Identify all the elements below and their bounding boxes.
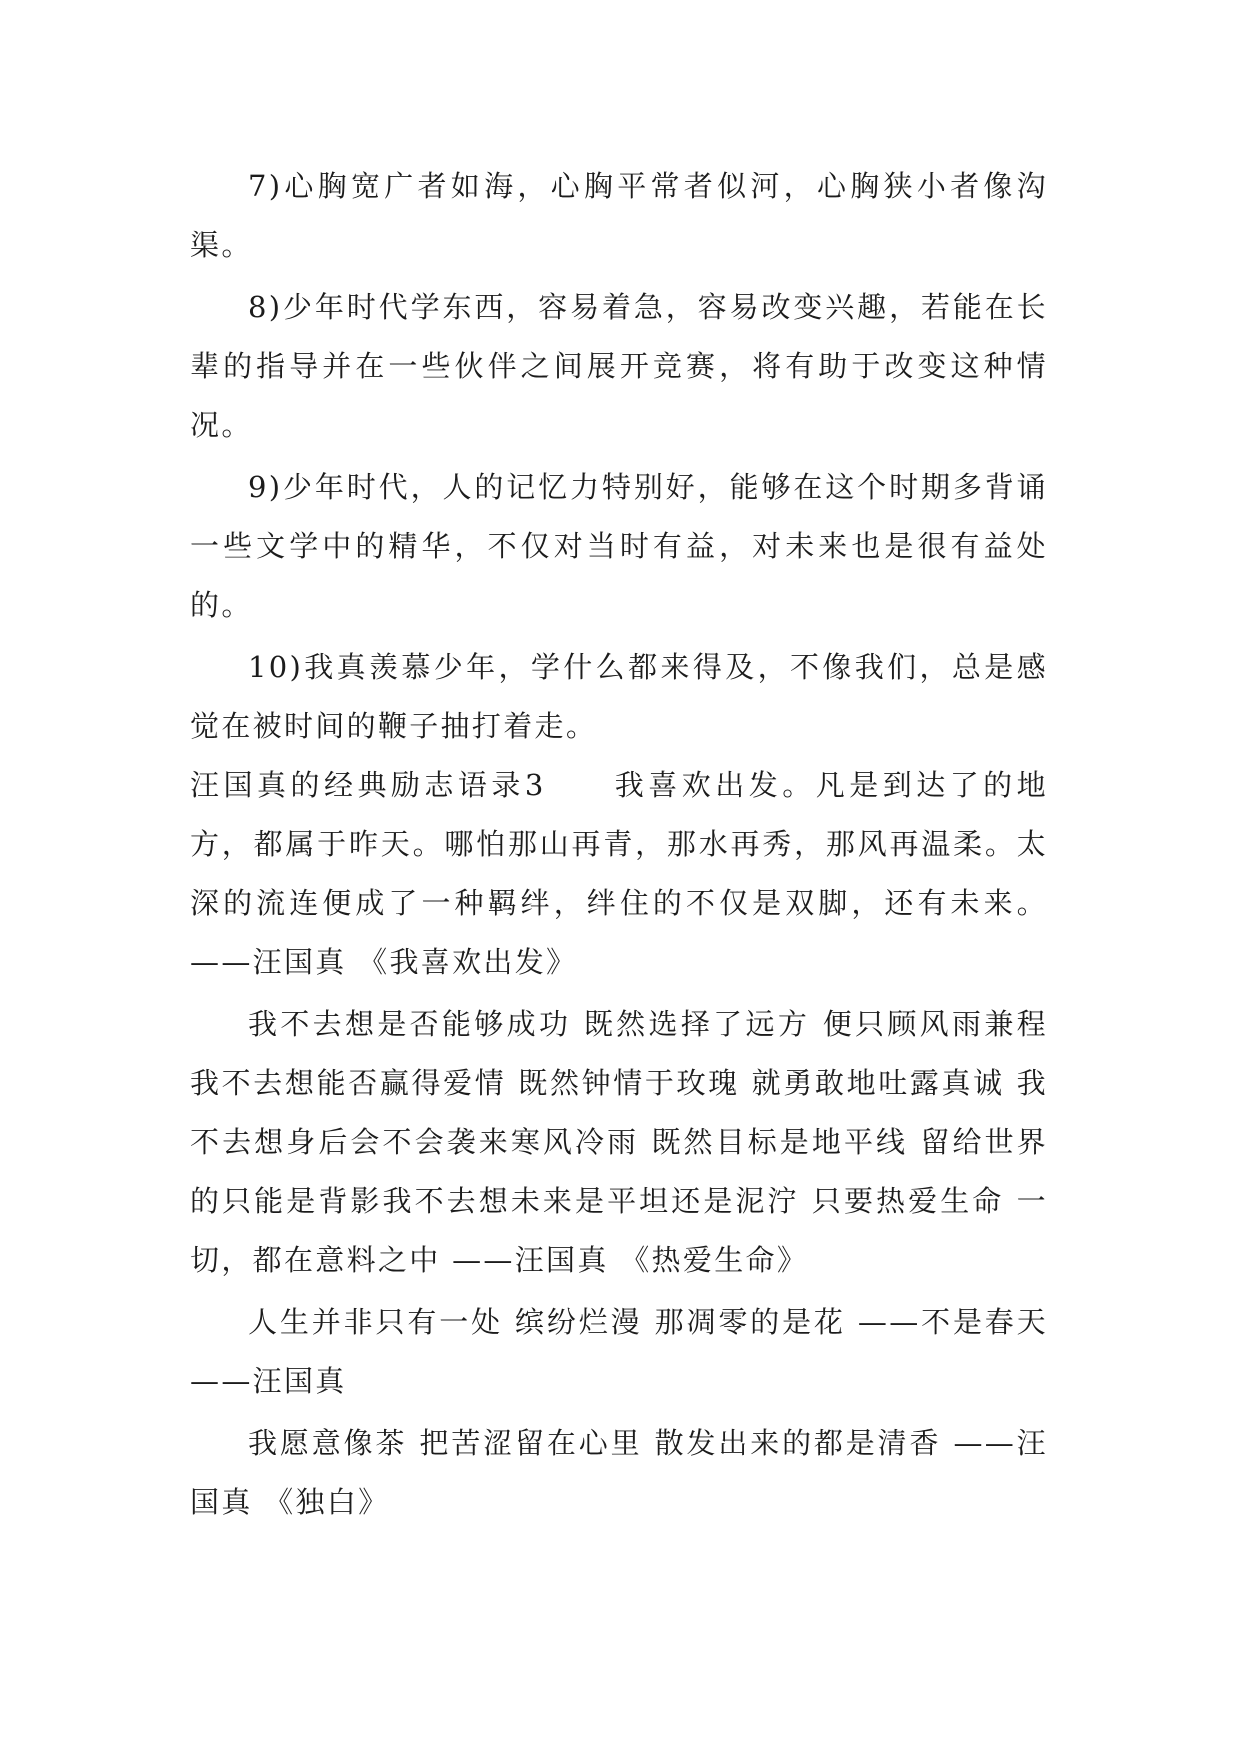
paragraph-10: 10)我真羡慕少年，学什么都来得及，不像我们，总是感觉在被时间的鞭子抽打着走。 — [190, 650, 1048, 743]
paragraph-8: 8)少年时代学东西，容易着急，容易改变兴趣，若能在长辈的指导并在一些伙伴之间展开竞赛，将有助于改变这种情况。 — [190, 290, 1048, 442]
paragraph-9: 9)少年时代，人的记忆力特别好，能够在这个时期多背诵一些文学中的精华，不仅对当时有益，对未来也是很有益处的。 — [190, 470, 1048, 622]
document-page — [190, 157, 1048, 1532]
section-3-paragraph: 汪国真的经典励志语录3 我喜欢出发。凡是到达了的地方，都属于昨天。哪怕那山再青，那水再秀，那风再温柔。太深的流连便成了一种羁绊，绊住的不仅是双脚，还有未来。——汪国真 《我喜欢出发》 — [190, 768, 1048, 979]
paragraph-7: 7)心胸宽广者如海，心胸平常者似河，心胸狭小者像沟渠。 — [190, 169, 1048, 262]
quote-spring: 人生并非只有一处 缤纷烂漫 那凋零的是花 ——不是春天 ——汪国真 — [190, 1305, 1048, 1398]
quote-love-life: 我不去想是否能够成功 既然选择了远方 便只顾风雨兼程 我不去想能否赢得爱情 既然钟情于玫瑰 就勇敢地吐露真诚 我不去想身后会不会袭来寒风冷雨 既然目标是地平线 留给世界的只能是背影我不去想未来是平坦还是泥泞 只要热爱生命 一切，都在意料之中 ——汪国真 《热爱生命》 — [190, 1007, 1048, 1277]
quote-tea: 我愿意像茶 把苦涩留在心里 散发出来的都是清香 ——汪国真 《独白》 — [190, 1426, 1048, 1519]
